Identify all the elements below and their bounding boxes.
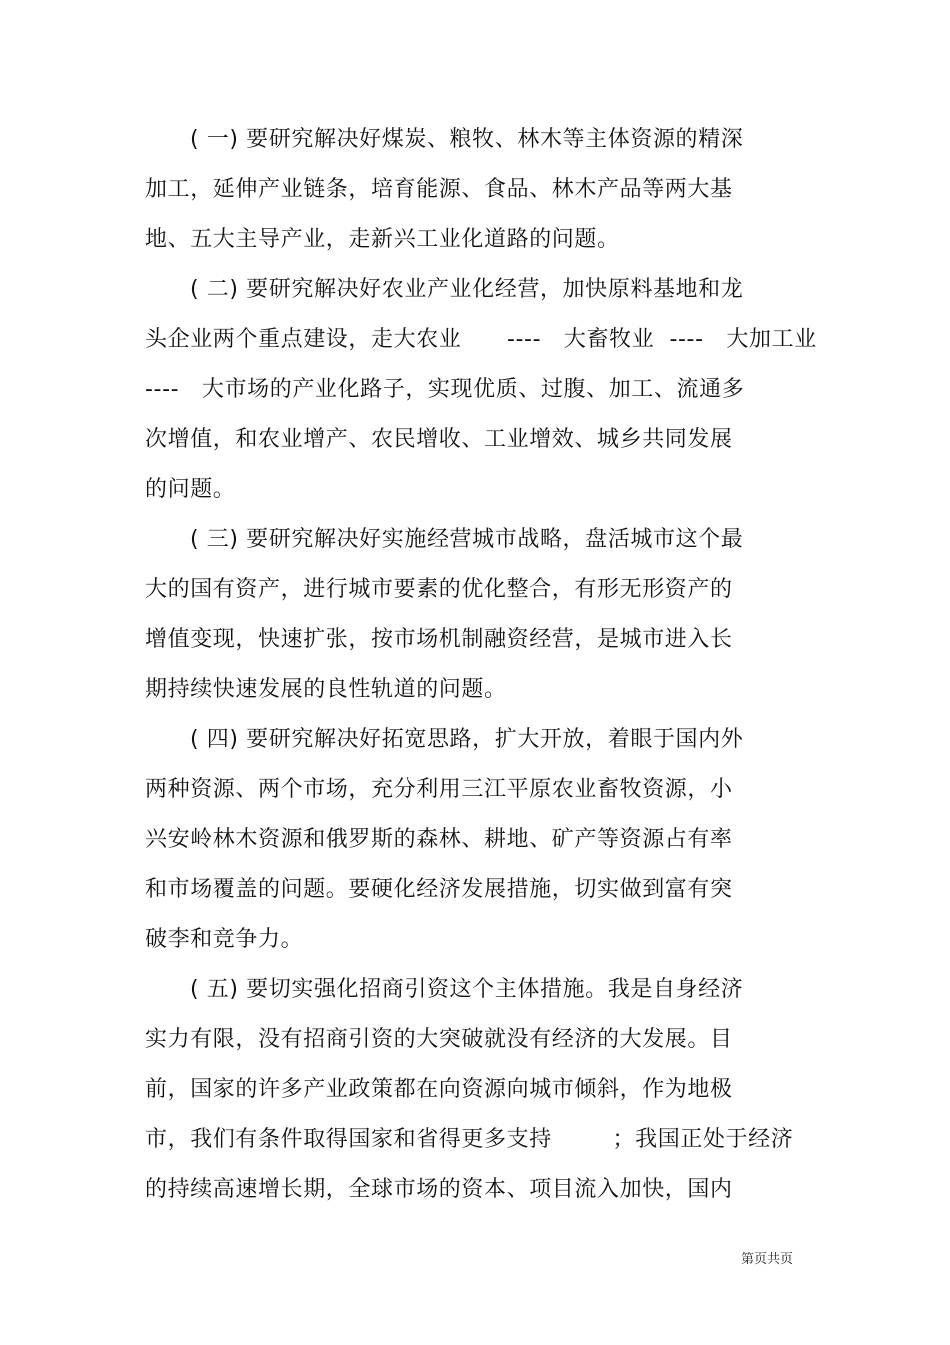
paragraph-3-line-2: 大的国有资产，进行城市要素的优化整合，有形无形资产的	[145, 577, 733, 602]
paragraph-4-line-5: 破李和竞争力。	[145, 927, 304, 952]
paragraph-4-line-4: 和市场覆盖的问题。要硬化经济发展措施，切实做到富有突	[145, 877, 733, 902]
paragraph-2-line-2: 头企业两个重点建设，走大农业 ---- 大畜牧业 ---- 大加工业	[145, 327, 817, 352]
paragraph-3-line-4: 期持续快速发展的良性轨道的问题。	[145, 677, 507, 702]
paragraph-3-line-1: ( 三) 要研究解决好实施经营城市战略，盘活城市这个最	[190, 527, 744, 552]
paragraph-2-line-1: ( 二) 要研究解决好农业产业化经营，加快原料基地和龙	[190, 277, 744, 302]
paragraph-3-line-3: 增值变现，快速扩张，按市场机制融资经营，是城市进入长	[145, 627, 733, 652]
paragraph-2-line-3: ---- 大市场的产业化路子，实现优质、过腹、加工、流通多	[145, 377, 745, 402]
paragraph-5-line-4: 市，我们有条件取得国家和省得更多支持 ；我国正处于经济	[145, 1127, 794, 1152]
paragraph-1-line-2: 加工，延伸产业链条，培育能源、食品、林木产品等两大基	[145, 177, 733, 202]
paragraph-5-line-2: 实力有限，没有招商引资的大突破就没有经济的大发展。目	[145, 1027, 733, 1052]
paragraph-2-line-4: 次增值，和农业增产、农民增收、工业增效、城乡共同发展	[145, 427, 733, 452]
paragraph-5-line-5: 的持续高速增长期，全球市场的资本、项目流入加快，国内	[145, 1177, 733, 1202]
paragraph-4-line-2: 两种资源、两个市场，充分利用三江平原农业畜牧资源，小	[145, 777, 733, 802]
paragraph-2-line-5: 的问题。	[145, 477, 236, 502]
paragraph-5-line-3: 前，国家的许多产业政策都在向资源向城市倾斜，作为地极	[145, 1077, 733, 1102]
paragraph-1-line-1: ( 一) 要研究解决好煤炭、粮牧、林木等主体资源的精深	[190, 127, 744, 152]
page-footer: 第页共页	[741, 1252, 794, 1267]
paragraph-4-line-3: 兴安岭林木资源和俄罗斯的森林、耕地、矿产等资源占有率	[145, 827, 733, 852]
paragraph-5-line-1: ( 五) 要切实强化招商引资这个主体措施。我是自身经济	[190, 977, 744, 1002]
paragraph-1-line-3: 地、五大主导产业，走新兴工业化道路的问题。	[145, 227, 620, 252]
paragraph-4-line-1: ( 四) 要研究解决好拓宽思路，扩大开放，着眼于国内外	[190, 727, 744, 752]
